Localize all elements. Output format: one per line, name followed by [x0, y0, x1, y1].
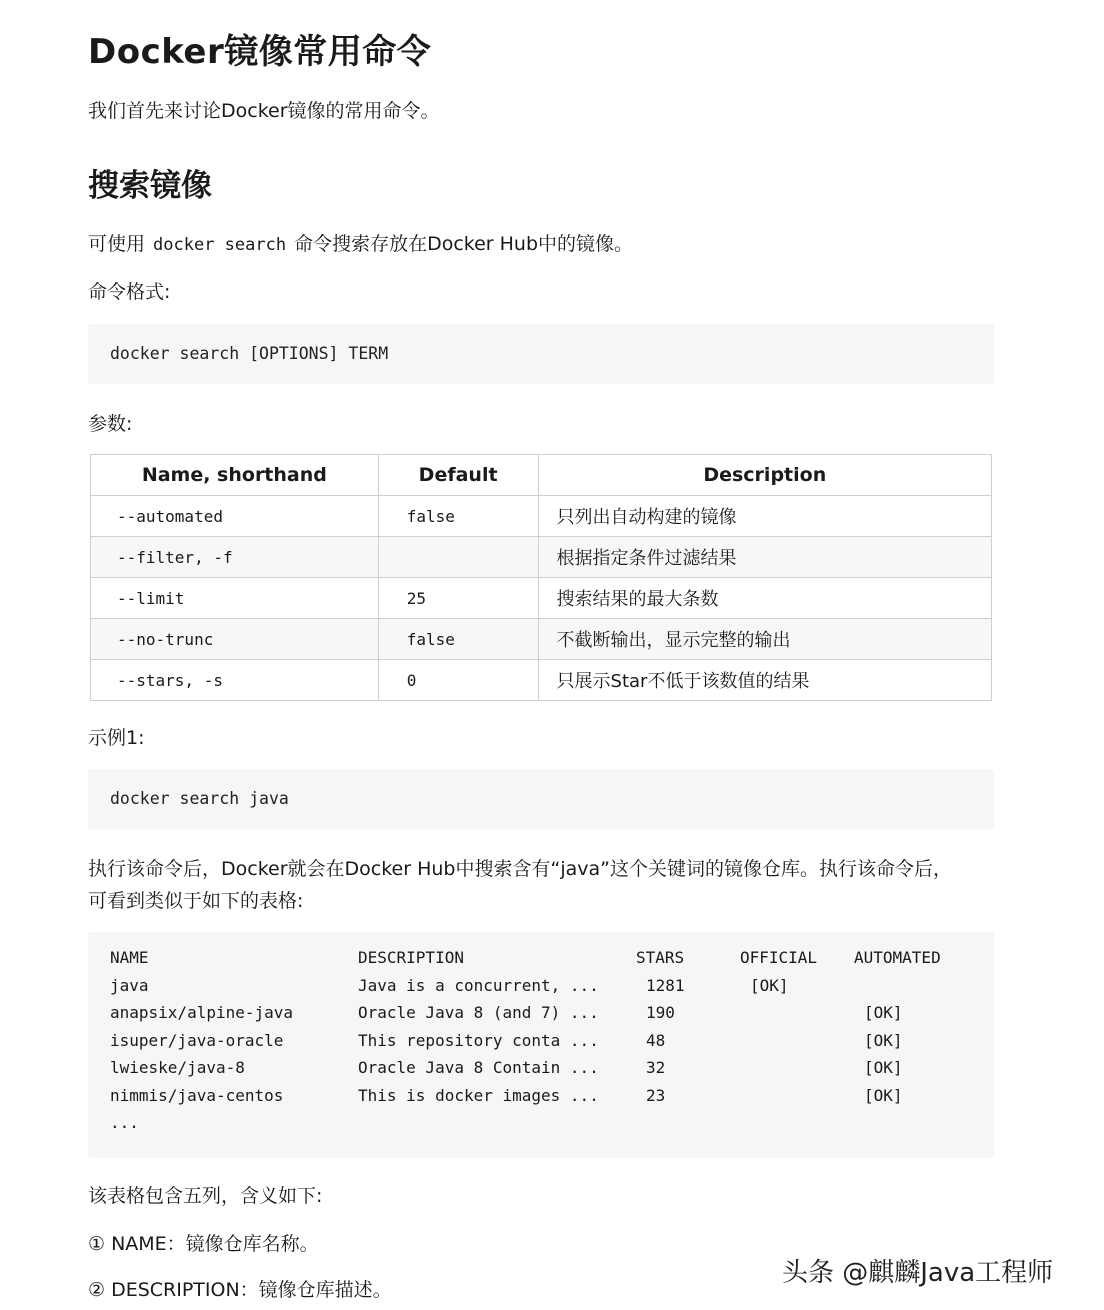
usage-suffix: 命令搜索存放在Docker Hub中的镜像。 [294, 233, 634, 255]
param-description: 搜索结果的最大条数 [538, 578, 991, 619]
result-name: nimmis/java-centos [110, 1085, 284, 1105]
result-automated: [OK] [864, 1058, 903, 1077]
column-description-2: ② DESCRIPTION：镜像仓库描述。 [88, 1279, 392, 1301]
watermark: 头条 @麒麟Java工程师 [782, 1258, 1054, 1288]
format-code-block [88, 324, 994, 384]
param-default: 25 [378, 578, 538, 619]
explain-line-1: 执行该命令后，Docker就会在Docker Hub中搜索含有“java”这个关键词的镜像仓库。执行该命令后， [88, 858, 952, 880]
table-row [91, 578, 992, 619]
header-name: Name, shorthand [91, 455, 379, 496]
param-name: --filter, -f [91, 537, 379, 578]
inline-code-docker-search: docker search [153, 235, 287, 255]
params-table-header [91, 455, 992, 496]
result-stars: 23 [646, 1085, 666, 1105]
result-stars: 48 [646, 1030, 666, 1050]
table-row [91, 619, 992, 660]
explain-paragraph [88, 853, 952, 917]
format-label: 命令格式: [88, 281, 171, 303]
result-description: Oracle Java 8 (and 7) ... [358, 1003, 599, 1022]
result-description: Java is a concurrent, ... [358, 975, 599, 995]
result-ellipsis: ... [110, 1113, 139, 1132]
page-title: Docker镜像常用命令 [88, 32, 432, 72]
table-row [110, 1030, 903, 1059]
table-row [110, 975, 789, 1004]
result-header-description: DESCRIPTION [358, 948, 464, 967]
param-description: 不截断输出，显示完整的输出 [538, 619, 991, 660]
result-stars: 32 [646, 1058, 666, 1077]
param-description: 只展示Star不低于该数值的结果 [538, 660, 991, 701]
format-code: docker search [OPTIONS] TERM [110, 344, 389, 363]
result-stars: 1281 [646, 975, 685, 995]
param-default: false [378, 496, 538, 537]
table-row [110, 1058, 903, 1086]
result-stars: 190 [646, 1003, 675, 1022]
result-header-automated: AUTOMATED [854, 948, 941, 967]
table-row [110, 1085, 903, 1114]
result-header-row [110, 948, 941, 976]
result-header-official: OFFICIAL [740, 948, 818, 967]
result-name: isuper/java-oracle [110, 1030, 284, 1050]
result-description: This is docker images ... [358, 1085, 599, 1105]
section-title: 搜索镜像 [88, 168, 212, 204]
table-row [91, 496, 992, 537]
example-code: docker search java [110, 789, 289, 808]
params-table [90, 454, 992, 701]
param-name: --automated [91, 496, 379, 537]
columns-intro: 该表格包含五列，含义如下: [88, 1185, 323, 1207]
search-result-table [110, 948, 941, 1141]
param-default: 0 [378, 660, 538, 701]
usage-prefix: 可使用 [88, 233, 146, 255]
result-name: lwieske/java-8 [110, 1058, 245, 1077]
param-description: 只列出自动构建的镜像 [538, 496, 991, 537]
example-label: 示例1: [88, 727, 145, 749]
param-name: --limit [91, 578, 379, 619]
explain-line-2: 可看到类似于如下的表格: [88, 890, 304, 912]
result-automated: [OK] [864, 1030, 903, 1050]
param-description: 根据指定条件过滤结果 [538, 537, 991, 578]
column-description-1: ① NAME：镜像仓库名称。 [88, 1233, 319, 1255]
result-name: anapsix/alpine-java [110, 1003, 294, 1022]
param-default [378, 537, 538, 578]
result-header-name: NAME [110, 948, 149, 967]
result-description: This repository conta ... [358, 1030, 599, 1050]
result-official: [OK] [750, 975, 789, 995]
result-automated: [OK] [864, 1003, 903, 1022]
param-default: false [378, 619, 538, 660]
params-label: 参数: [88, 413, 133, 435]
result-header-stars: STARS [636, 948, 685, 967]
header-default: Default [378, 455, 538, 496]
table-row [91, 537, 992, 578]
result-automated: [OK] [864, 1085, 903, 1105]
result-ellipsis-row [110, 1113, 168, 1141]
header-description: Description [538, 455, 991, 496]
result-description: Oracle Java 8 Contain ... [358, 1058, 599, 1077]
param-name: --no-trunc [91, 619, 379, 660]
usage-paragraph [88, 229, 633, 259]
table-row [91, 660, 992, 701]
result-name: java [110, 975, 149, 995]
param-name: --stars, -s [91, 660, 379, 701]
table-row [110, 1003, 903, 1031]
intro-paragraph: 我们首先来讨论Docker镜像的常用命令。 [88, 100, 440, 122]
example-code-block [88, 769, 994, 829]
